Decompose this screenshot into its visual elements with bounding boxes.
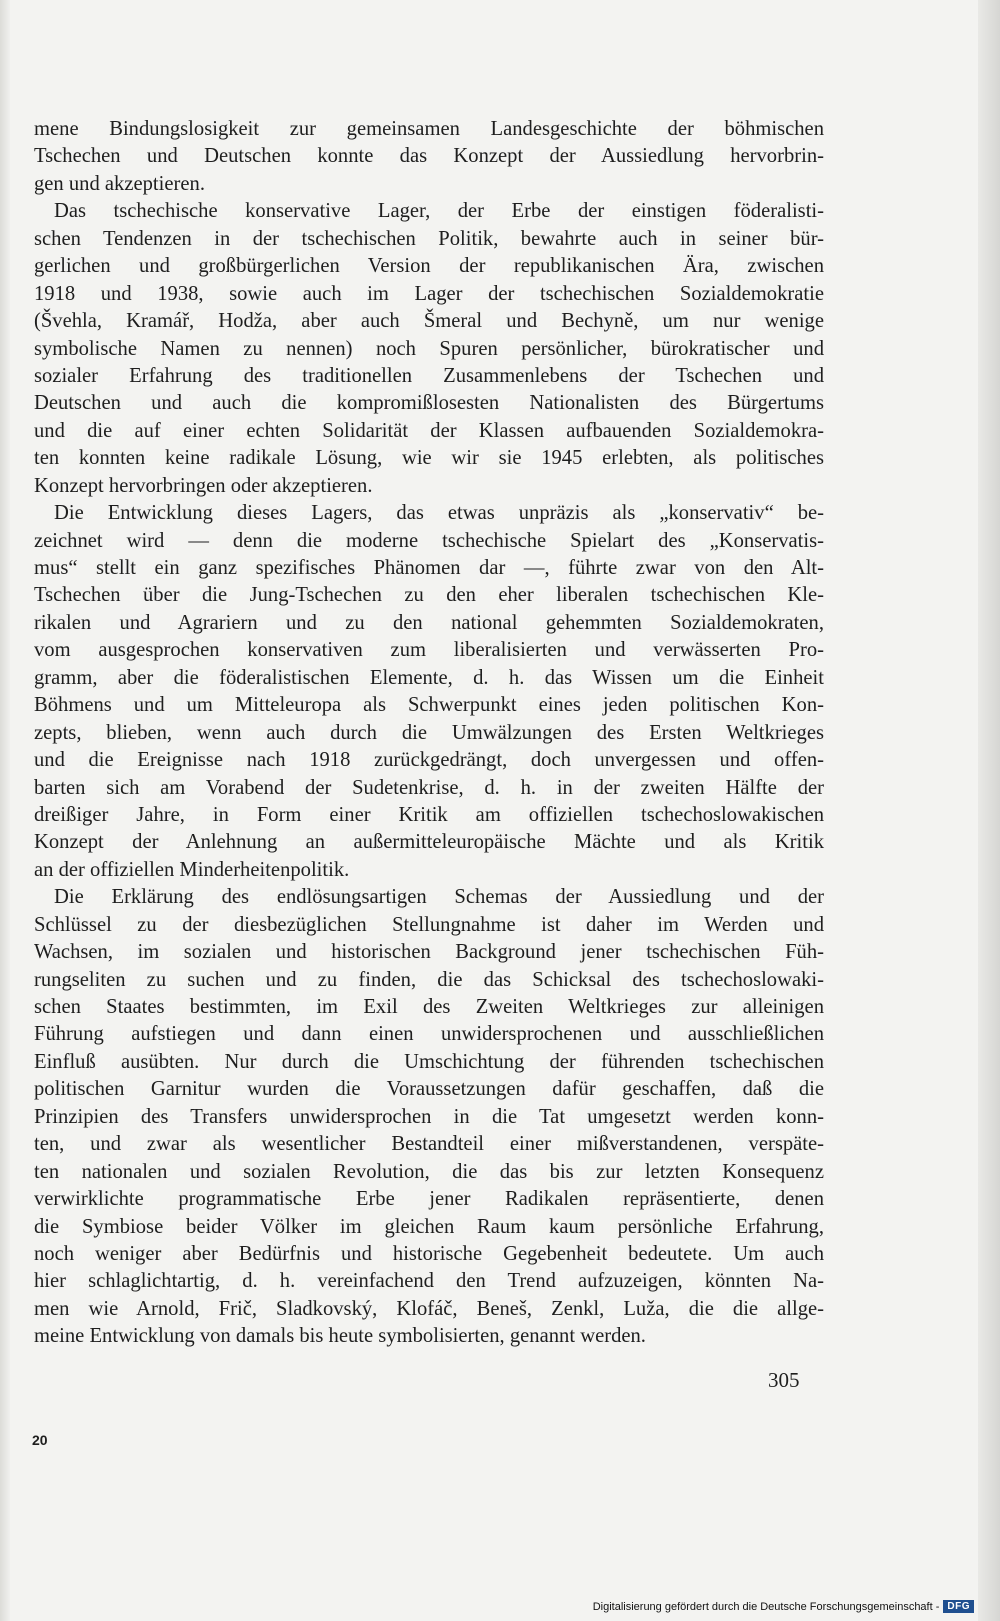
credit-text: Digitalisierung gefördert durch die Deutsche Forschungsgemeinschaft -: [592, 1600, 940, 1613]
text-line: gramm, aber die föderalistischen Elemente, d. h. das Wissen um die Einheit: [34, 666, 824, 689]
text-line: rungseliten zu suchen und zu finden, die das Schicksal des tschechoslowaki-: [34, 968, 824, 991]
text-line: sozialer Erfahrung des traditionellen Zusammenlebens der Tschechen und: [34, 364, 824, 387]
body-text: [34, 116, 824, 1351]
text-line: Prinzipien des Transfers unwidersprochen in die Tat umgesetzt werden konn-: [34, 1105, 824, 1128]
text-line: zeichnet wird — denn die moderne tschechische Spielart des „Konservatis-: [34, 529, 824, 552]
page-edge-right: [978, 0, 1000, 1621]
text-line: schen Tendenzen in der tschechischen Politik, bewahrte auch in seiner bür-: [34, 227, 824, 250]
text-line: schen Staates bestimmten, im Exil des Zweiten Weltkrieges zur alleinigen: [34, 996, 824, 1018]
text-line: Schlüssel zu der diesbezüglichen Stellungnahme ist daher im Werden und: [34, 913, 824, 936]
text-line: Böhmens und um Mitteleuropa als Schwerpunkt eines jeden politischen Kon-: [34, 694, 824, 717]
text-line: Das tschechische konservative Lager, der Erbe der einstigen föderalisti-: [54, 200, 824, 223]
text-line: rikalen und Agrariern und zu den national gehemmten Sozialdemokraten,: [34, 611, 824, 634]
text-line: vom ausgesprochen konservativen zum liberalisierten und verwässerten Pro-: [34, 639, 824, 662]
text-line: meine Entwicklung von damals bis heute symbolisierten, genannt werden.: [34, 1325, 646, 1348]
text-line: an der offiziellen Minderheitenpolitik.: [34, 858, 350, 881]
text-line: Tschechen und Deutschen konnte das Konzept der Aussiedlung hervorbrin-: [34, 145, 824, 168]
paragraph: [34, 198, 824, 500]
text-line: zepts, blieben, wenn auch durch die Umwälzungen des Ersten Weltkrieges: [34, 721, 824, 744]
text-line: Einfluß ausübten. Nur durch die Umschichtung der führenden tschechischen: [34, 1050, 824, 1073]
text-line: noch weniger aber Bedürfnis und historische Gegebenheit bedeutete. Um auch: [34, 1242, 824, 1265]
text-line: ten, und zwar als wesentlicher Bestandteil einer mißverstandenen, verspäte-: [34, 1133, 824, 1156]
digitization-credit: [593, 1600, 974, 1613]
text-line: men wie Arnold, Frič, Sladkovský, Klofáč, Beneš, Zenkl, Luža, die die allge-: [34, 1297, 824, 1320]
text-line: Tschechen über die Jung-Tschechen zu den eher liberalen tschechischen Kle-: [34, 584, 824, 607]
text-line: verwirklichte programmatische Erbe jener Radikalen repräsentierte, denen: [34, 1188, 824, 1211]
text-line: mus“ stellt ein ganz spezifisches Phänomen dar —, führte zwar von den Alt-: [34, 557, 824, 579]
text-line: (Švehla, Kramář, Hodža, aber auch Šmeral und Bechyně, um nur wenige: [34, 310, 824, 333]
text-line: die Symbiose beider Völker im gleichen Raum kaum persönliche Erfahrung,: [34, 1215, 824, 1238]
text-line: hier schlaglichtartig, d. h. vereinfachend den Trend aufzuzeigen, könnten Na-: [34, 1270, 824, 1293]
page-number: 305: [768, 1368, 800, 1392]
text-line: ten konnten keine radikale Lösung, wie wir sie 1945 erlebten, als politisches: [34, 447, 824, 470]
text-line: und die Ereignisse nach 1918 zurückgedrängt, doch unvergessen und offen-: [34, 749, 824, 772]
text-line: gen und akzeptieren.: [34, 172, 205, 195]
dfg-logo: DFG: [943, 1600, 974, 1613]
text-line: barten sich am Vorabend der Sudetenkrise, d. h. in der zweiten Hälfte der: [34, 776, 824, 799]
text-line: Konzept hervorbringen oder akzeptieren.: [34, 474, 373, 497]
text-line: ten nationalen und sozialen Revolution, die das bis zur letzten Konsequenz: [34, 1160, 824, 1183]
text-line: Konzept der Anlehnung an außermitteleuropäische Mächte und als Kritik: [34, 831, 824, 854]
text-line: Die Entwicklung dieses Lagers, das etwas unpräzis als „konservativ“ be-: [54, 502, 824, 525]
text-line: politischen Garnitur wurden die Voraussetzungen dafür geschaffen, daß die: [34, 1078, 824, 1101]
paragraph: [34, 884, 824, 1350]
text-line: symbolische Namen zu nennen) noch Spuren persönlicher, bürokratischer und: [34, 337, 824, 360]
text-line: gerlichen und großbürgerlichen Version der republikanischen Ära, zwischen: [34, 255, 824, 278]
page-edge-left: [0, 0, 10, 1621]
paragraph: [34, 116, 824, 198]
text-line: Führung aufstiegen und dann einen unwidersprochenen und ausschließlichen: [34, 1023, 824, 1046]
signature-mark: 20: [32, 1432, 48, 1448]
text-line: Wachsen, im sozialen und historischen Background jener tschechischen Füh-: [34, 941, 824, 964]
text-line: und die auf einer echten Solidarität der Klassen aufbauenden Sozialdemokra-: [34, 419, 824, 442]
text-line: Die Erklärung des endlösungsartigen Schemas der Aussiedlung und der: [54, 886, 824, 909]
text-line: mene Bindungslosigkeit zur gemeinsamen Landesgeschichte der böhmischen: [34, 118, 824, 140]
text-line: dreißiger Jahre, in Form einer Kritik am offiziellen tschechoslowakischen: [34, 803, 824, 826]
text-line: 1918 und 1938, sowie auch im Lager der tschechischen Sozialdemokratie: [34, 282, 824, 305]
text-line: Deutschen und auch die kompromißlosesten Nationalisten des Bürgertums: [34, 392, 824, 415]
paragraph: [34, 500, 824, 884]
